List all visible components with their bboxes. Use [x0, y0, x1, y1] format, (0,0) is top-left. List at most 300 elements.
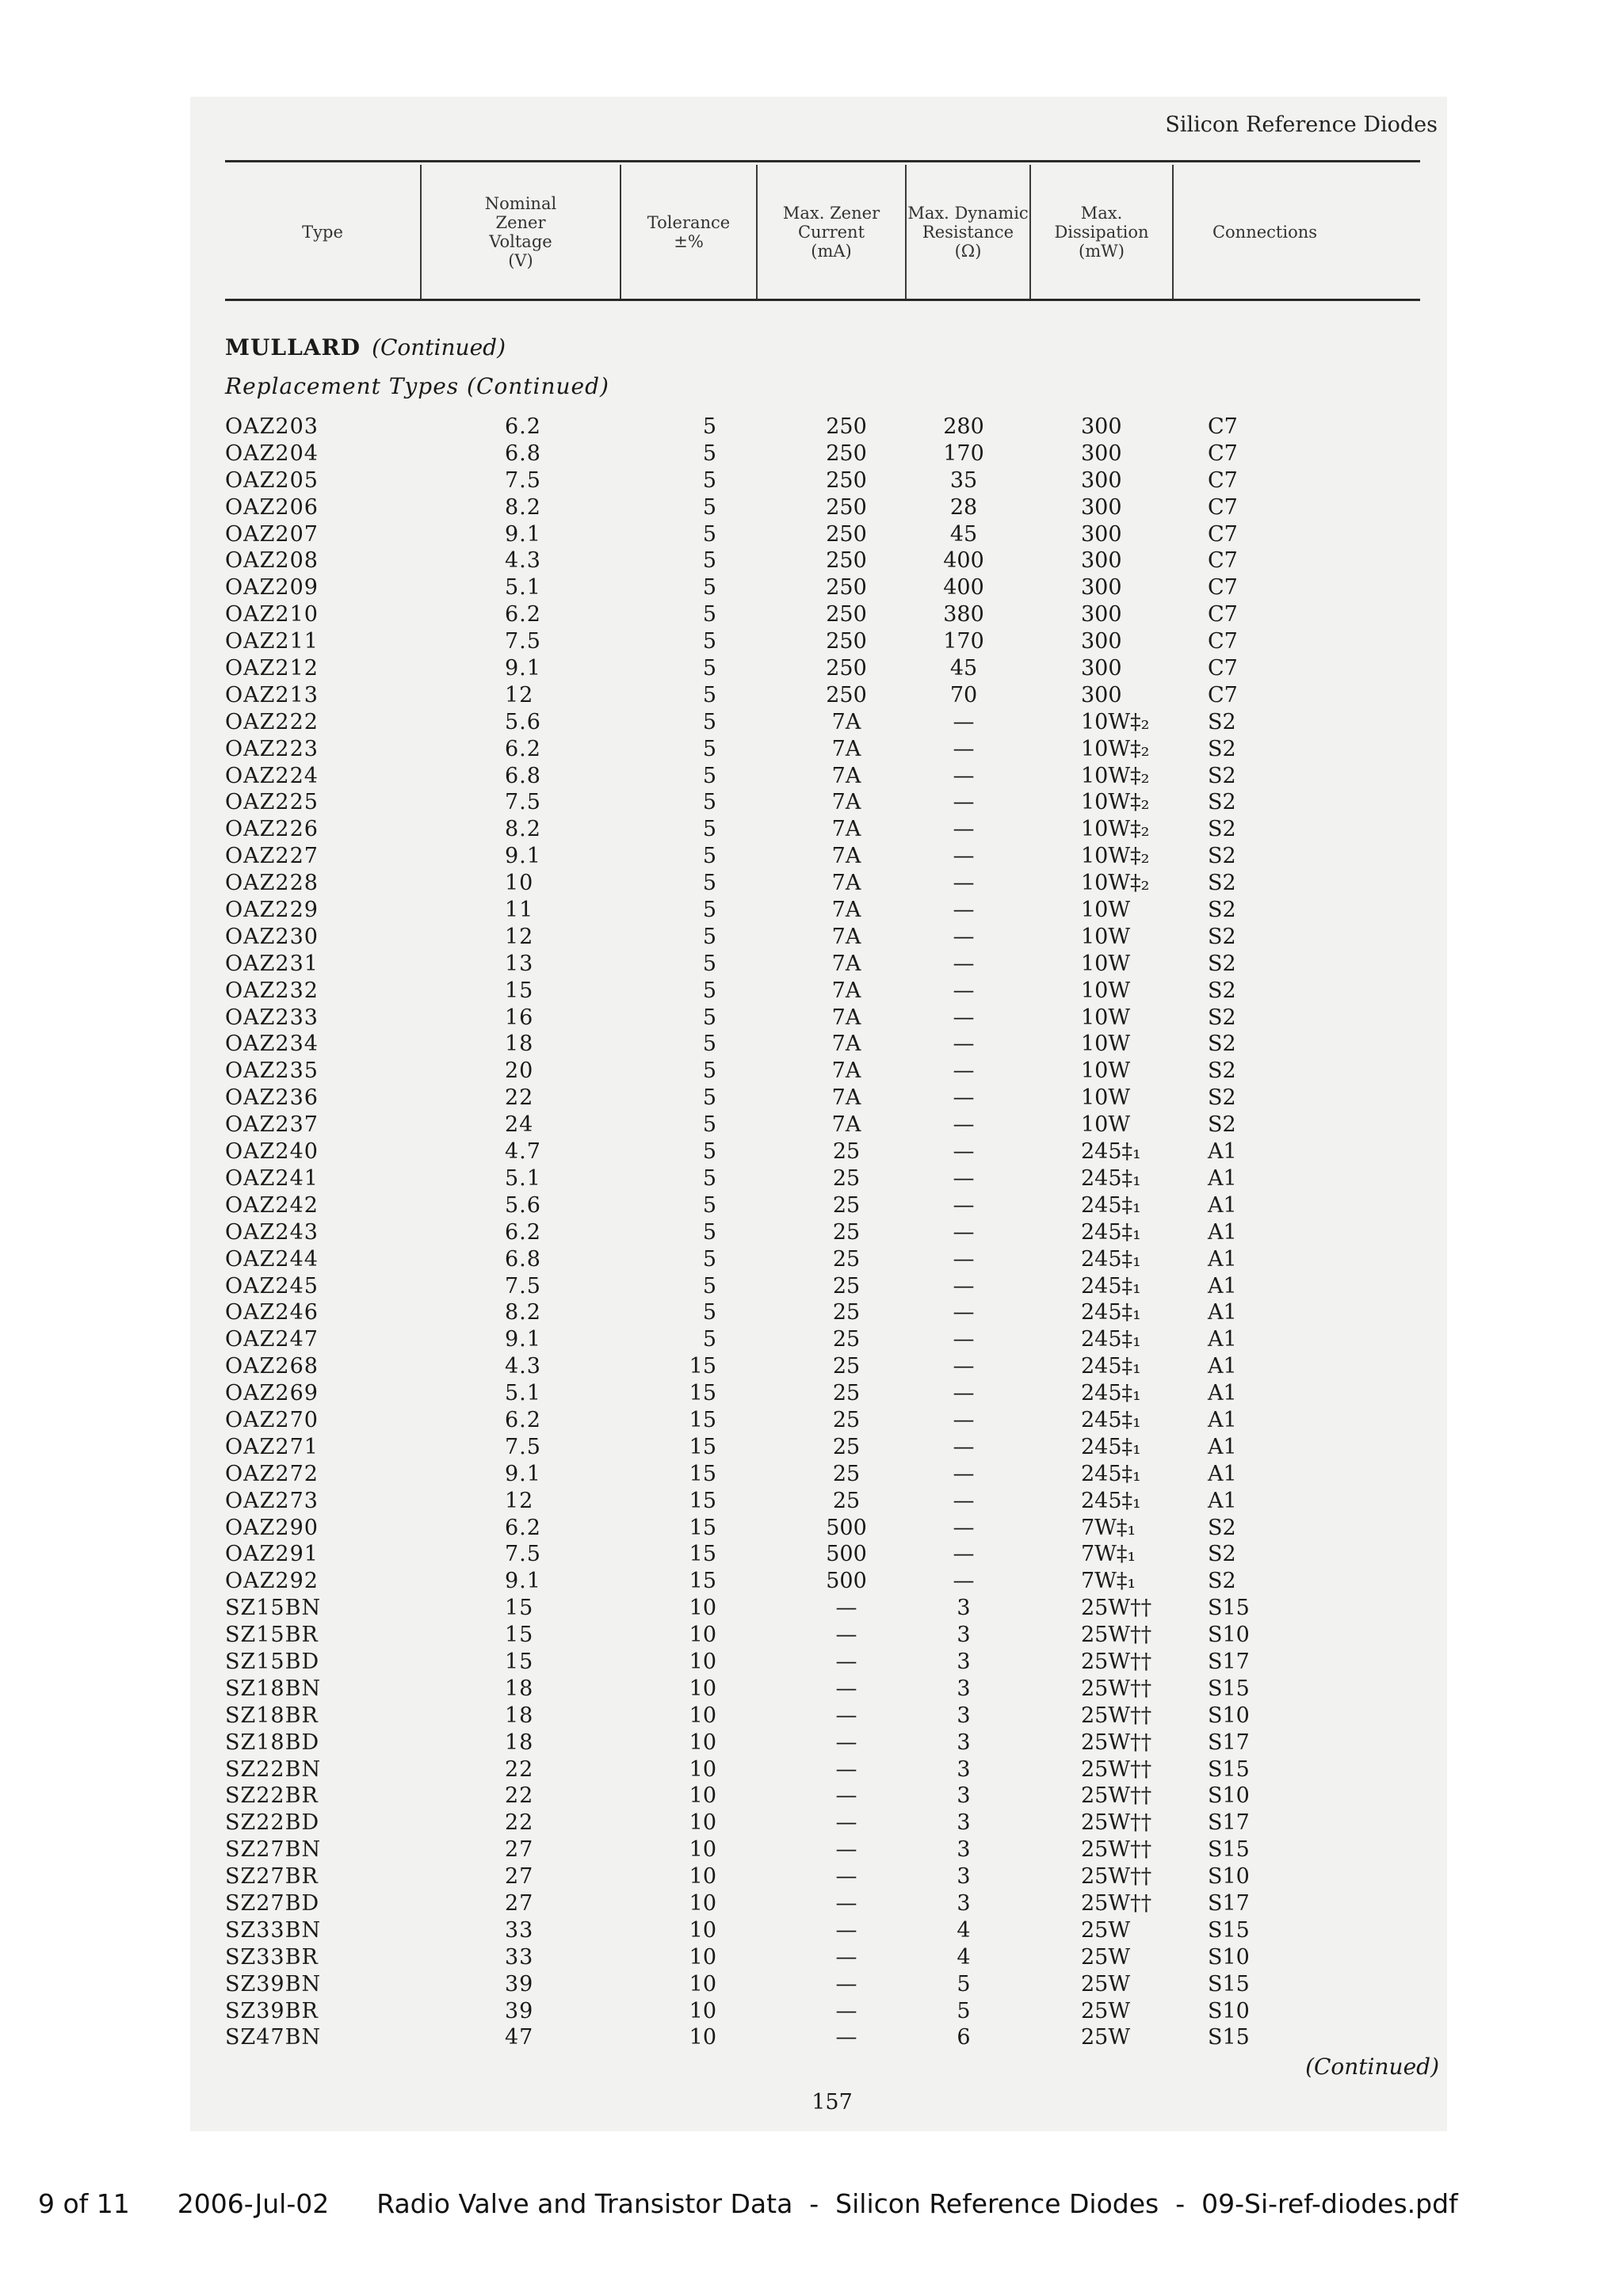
cell-connections: A1 — [1208, 1434, 1237, 1459]
cell-dynamic-resistance: 3 — [957, 1649, 971, 1674]
table-row — [225, 2024, 1430, 2051]
cell-voltage: 7.5 — [505, 1434, 541, 1459]
table-row — [225, 1917, 1430, 1944]
cell-voltage: 22 — [505, 1810, 534, 1836]
cell-voltage: 27 — [505, 1837, 534, 1863]
cell-connections: A1 — [1208, 1488, 1237, 1513]
cell-zener-current: — — [835, 1917, 857, 1943]
cell-connections: S10 — [1208, 1623, 1250, 1648]
cell-tolerance: 10 — [689, 1971, 716, 1997]
table-row — [225, 1541, 1430, 1568]
cell-dissipation: 25W†† — [1081, 1756, 1152, 1782]
cell-tolerance: 5 — [702, 817, 716, 842]
cell-type: SZ27BD — [225, 1890, 320, 1916]
cell-tolerance: 10 — [689, 1730, 716, 1755]
cell-zener-current: 7A — [831, 951, 861, 976]
cell-dissipation: 245‡₁ — [1081, 1407, 1141, 1432]
table-row — [225, 1299, 1430, 1326]
cell-dissipation: 245‡₁ — [1081, 1273, 1141, 1299]
cell-dynamic-resistance: — — [953, 844, 975, 869]
table-row — [225, 1085, 1430, 1112]
cell-connections: C7 — [1208, 548, 1238, 574]
cell-tolerance: 10 — [689, 1944, 716, 1970]
cell-tolerance: 5 — [702, 467, 716, 493]
cell-dissipation: 10W‡₂ — [1081, 790, 1150, 815]
cell-dynamic-resistance: 3 — [957, 1596, 971, 1621]
cell-connections: C7 — [1208, 414, 1238, 439]
cell-tolerance: 15 — [689, 1354, 716, 1379]
cell-dynamic-resistance: — — [953, 1300, 975, 1325]
table-row — [225, 1165, 1430, 1192]
column-header-dynamic-resistance: Max. Dynamic Resistance (Ω) — [907, 165, 1031, 299]
cell-dynamic-resistance: 4 — [957, 1944, 971, 1970]
cell-voltage: 18 — [505, 1032, 534, 1057]
cell-connections: C7 — [1208, 682, 1238, 707]
pdf-footer — [38, 2188, 1458, 2219]
cell-connections: S2 — [1208, 763, 1236, 788]
cell-dissipation: 245‡₁ — [1081, 1246, 1141, 1272]
cell-connections: S10 — [1208, 1864, 1250, 1890]
cell-connections: S10 — [1208, 1998, 1250, 2023]
cell-zener-current: 7A — [831, 1058, 861, 1084]
cell-dissipation: 300 — [1081, 414, 1122, 439]
cell-dissipation: 25W†† — [1081, 1890, 1152, 1916]
cell-connections: S2 — [1208, 1085, 1236, 1111]
cell-dynamic-resistance: — — [953, 1085, 975, 1111]
cell-type: OAZ231 — [225, 951, 319, 976]
cell-zener-current: 7A — [831, 978, 861, 1003]
cell-type: OAZ225 — [225, 790, 319, 815]
cell-voltage: 27 — [505, 1864, 534, 1890]
continued-note: (Continued) — [1305, 2054, 1439, 2080]
cell-dissipation: 300 — [1081, 441, 1122, 466]
cell-dynamic-resistance: 170 — [943, 441, 984, 466]
cell-tolerance: 5 — [702, 709, 716, 734]
cell-dissipation: 245‡₁ — [1081, 1139, 1141, 1165]
table-row — [225, 1836, 1430, 1863]
table-row — [225, 1192, 1430, 1219]
cell-voltage: 22 — [505, 1783, 534, 1809]
table-row — [225, 1971, 1430, 1998]
cell-voltage: 18 — [505, 1730, 534, 1755]
cell-dissipation: 25W†† — [1081, 1837, 1152, 1863]
cell-type: OAZ207 — [225, 521, 319, 547]
cell-zener-current: 7A — [831, 844, 861, 869]
table-row — [225, 1031, 1430, 1058]
cell-connections: A1 — [1208, 1139, 1237, 1165]
table-row — [225, 789, 1430, 816]
cell-voltage: 6.2 — [505, 1407, 541, 1432]
table-row — [225, 1649, 1430, 1676]
cell-tolerance: 5 — [702, 1273, 716, 1299]
cell-zener-current: 7A — [831, 763, 861, 788]
cell-type: SZ39BR — [225, 1998, 319, 2023]
cell-voltage: 8.2 — [505, 817, 541, 842]
table-row — [225, 1326, 1430, 1353]
cell-connections: A1 — [1208, 1219, 1237, 1245]
table-row — [225, 1863, 1430, 1890]
cell-tolerance: 5 — [702, 1032, 716, 1057]
cell-connections: S2 — [1208, 1112, 1236, 1138]
cell-dynamic-resistance: 380 — [943, 602, 984, 627]
table-row — [225, 843, 1430, 870]
cell-voltage: 9.1 — [505, 1461, 541, 1486]
cell-dynamic-resistance: — — [953, 978, 975, 1003]
cell-tolerance: 5 — [702, 844, 716, 869]
cell-connections: A1 — [1208, 1327, 1237, 1352]
cell-dissipation: 10W‡₂ — [1081, 844, 1150, 869]
cell-dynamic-resistance: 280 — [943, 414, 984, 439]
cell-type: OAZ226 — [225, 817, 319, 842]
cell-voltage: 33 — [505, 1917, 534, 1943]
cell-type: OAZ232 — [225, 978, 319, 1003]
table-row — [225, 1622, 1430, 1649]
cell-voltage: 22 — [505, 1756, 534, 1782]
cell-tolerance: 5 — [702, 951, 716, 976]
cell-tolerance: 10 — [689, 2025, 716, 2050]
cell-voltage: 12 — [505, 682, 534, 707]
cell-tolerance: 15 — [689, 1488, 716, 1513]
cell-dynamic-resistance: — — [953, 790, 975, 815]
cell-dynamic-resistance: 4 — [957, 1917, 971, 1943]
cell-zener-current: 25 — [832, 1273, 861, 1299]
table-row — [225, 1488, 1430, 1515]
cell-dissipation: 25W†† — [1081, 1864, 1152, 1890]
cell-dynamic-resistance: — — [953, 1515, 975, 1540]
cell-zener-current: 250 — [826, 521, 867, 547]
cell-dissipation: 245‡₁ — [1081, 1381, 1141, 1406]
cell-type: OAZ227 — [225, 844, 319, 869]
cell-zener-current: 25 — [832, 1407, 861, 1432]
cell-connections: A1 — [1208, 1273, 1237, 1299]
cell-dissipation: 10W‡₂ — [1081, 709, 1150, 734]
table-row — [225, 655, 1430, 682]
cell-connections: A1 — [1208, 1354, 1237, 1379]
cell-type: OAZ204 — [225, 441, 319, 466]
cell-tolerance: 5 — [702, 629, 716, 654]
section-continued: (Continued) — [372, 334, 506, 360]
cell-type: OAZ230 — [225, 924, 319, 949]
cell-dynamic-resistance: 3 — [957, 1676, 971, 1701]
cell-dissipation: 10W — [1081, 1085, 1131, 1111]
cell-dynamic-resistance: 3 — [957, 1810, 971, 1836]
cell-dissipation: 10W‡₂ — [1081, 763, 1150, 788]
cell-type: OAZ212 — [225, 656, 319, 681]
cell-type: OAZ209 — [225, 575, 319, 601]
manufacturer-name: MULLARD — [225, 334, 361, 360]
cell-connections: S15 — [1208, 1837, 1250, 1863]
cell-connections: S15 — [1208, 1917, 1250, 1943]
cell-connections: C7 — [1208, 656, 1238, 681]
cell-dissipation: 245‡₁ — [1081, 1327, 1141, 1352]
cell-tolerance: 10 — [689, 1756, 716, 1782]
cell-dissipation: 245‡₁ — [1081, 1300, 1141, 1325]
table-row — [225, 924, 1430, 951]
cell-dynamic-resistance: 3 — [957, 1783, 971, 1809]
cell-voltage: 9.1 — [505, 656, 541, 681]
cell-type: OAZ205 — [225, 467, 319, 493]
cell-connections: A1 — [1208, 1165, 1237, 1191]
cell-voltage: 10 — [505, 871, 534, 896]
cell-dissipation: 10W — [1081, 978, 1131, 1003]
table-row — [225, 1219, 1430, 1246]
cell-zener-current: 250 — [826, 494, 867, 520]
table-row — [225, 1998, 1430, 2025]
cell-tolerance: 5 — [702, 871, 716, 896]
cell-dynamic-resistance: — — [953, 951, 975, 976]
cell-zener-current: 25 — [832, 1327, 861, 1352]
cell-dissipation: 25W†† — [1081, 1623, 1152, 1648]
cell-dissipation: 245‡₁ — [1081, 1461, 1141, 1486]
cell-connections: S2 — [1208, 978, 1236, 1003]
footer-source: Radio Valve and Transistor Data - Silicon Reference Diodes - 09-Si-ref-diodes.pdf — [376, 2188, 1458, 2219]
cell-dissipation: 300 — [1081, 575, 1122, 601]
cell-tolerance: 10 — [689, 1676, 716, 1701]
cell-zener-current: 7A — [831, 1005, 861, 1030]
cell-tolerance: 10 — [689, 1837, 716, 1863]
cell-tolerance: 5 — [702, 1300, 716, 1325]
cell-zener-current: 7A — [831, 898, 861, 923]
cell-type: OAZ235 — [225, 1058, 319, 1084]
cell-tolerance: 10 — [689, 1703, 716, 1728]
cell-type: OAZ244 — [225, 1246, 319, 1272]
cell-voltage: 6.2 — [505, 414, 541, 439]
cell-type: OAZ236 — [225, 1085, 319, 1111]
table-row — [225, 441, 1430, 467]
cell-dissipation: 7W‡₁ — [1081, 1569, 1136, 1594]
cell-dynamic-resistance: — — [953, 709, 975, 734]
cell-connections: A1 — [1208, 1246, 1237, 1272]
column-header-dissipation: Max. Dissipation (mW) — [1031, 165, 1174, 299]
table-row — [225, 1783, 1430, 1810]
cell-tolerance: 15 — [689, 1434, 716, 1459]
cell-zener-current: — — [835, 1756, 857, 1782]
cell-dynamic-resistance: — — [953, 1327, 975, 1352]
cell-tolerance: 10 — [689, 1783, 716, 1809]
cell-voltage: 6.2 — [505, 736, 541, 761]
table-row — [225, 978, 1430, 1005]
cell-dynamic-resistance: — — [953, 1139, 975, 1165]
cell-dynamic-resistance: — — [953, 1246, 975, 1272]
cell-zener-current: 25 — [832, 1300, 861, 1325]
cell-zener-current: 250 — [826, 441, 867, 466]
cell-dissipation: 10W — [1081, 924, 1131, 949]
cell-dissipation: 25W — [1081, 2025, 1131, 2050]
column-header-tolerance: Tolerance ±% — [621, 165, 758, 299]
cell-dynamic-resistance: — — [953, 763, 975, 788]
cell-dynamic-resistance: — — [953, 1569, 975, 1594]
cell-type: SZ22BR — [225, 1783, 319, 1809]
cell-type: OAZ234 — [225, 1032, 319, 1057]
cell-connections: S17 — [1208, 1730, 1250, 1755]
cell-voltage: 27 — [505, 1890, 534, 1916]
cell-type: OAZ229 — [225, 898, 319, 923]
cell-voltage: 16 — [505, 1005, 534, 1030]
cell-voltage: 7.5 — [505, 467, 541, 493]
cell-voltage: 18 — [505, 1703, 534, 1728]
cell-tolerance: 5 — [702, 682, 716, 707]
table-row — [225, 1434, 1430, 1461]
cell-dissipation: 300 — [1081, 494, 1122, 520]
cell-voltage: 9.1 — [505, 1569, 541, 1594]
cell-dynamic-resistance: — — [953, 898, 975, 923]
cell-zener-current: 250 — [826, 629, 867, 654]
cell-type: OAZ291 — [225, 1542, 319, 1567]
cell-type: OAZ224 — [225, 763, 319, 788]
cell-dissipation: 10W — [1081, 1112, 1131, 1138]
cell-tolerance: 5 — [702, 1058, 716, 1084]
cell-dynamic-resistance: — — [953, 1032, 975, 1057]
cell-zener-current: 25 — [832, 1139, 861, 1165]
cell-zener-current: — — [835, 1998, 857, 2023]
cell-voltage: 6.8 — [505, 1246, 541, 1272]
table-row — [225, 1676, 1430, 1703]
table-row — [225, 736, 1430, 763]
cell-tolerance: 5 — [702, 898, 716, 923]
cell-tolerance: 5 — [702, 1112, 716, 1138]
cell-type: SZ47BN — [225, 2025, 322, 2050]
page-number: 157 — [812, 2090, 853, 2115]
cell-connections: S2 — [1208, 951, 1236, 976]
cell-dynamic-resistance: 35 — [949, 467, 978, 493]
cell-zener-current: 7A — [831, 817, 861, 842]
cell-voltage: 18 — [505, 1676, 534, 1701]
cell-tolerance: 5 — [702, 521, 716, 547]
cell-voltage: 8.2 — [505, 1300, 541, 1325]
cell-dynamic-resistance: 3 — [957, 1864, 971, 1890]
cell-tolerance: 5 — [702, 494, 716, 520]
cell-voltage: 6.8 — [505, 763, 541, 788]
cell-zener-current: — — [835, 1676, 857, 1701]
cell-tolerance: 5 — [702, 441, 716, 466]
cell-voltage: 5.6 — [505, 709, 541, 734]
table-row — [225, 1138, 1430, 1165]
table-row — [225, 521, 1430, 548]
cell-type: OAZ246 — [225, 1300, 319, 1325]
table-row — [225, 870, 1430, 897]
cell-tolerance: 15 — [689, 1407, 716, 1432]
table-row — [225, 682, 1430, 709]
cell-dissipation: 25W — [1081, 1944, 1131, 1970]
cell-zener-current: 7A — [831, 1032, 861, 1057]
header-bottom-rule — [225, 299, 1420, 301]
table-row — [225, 1515, 1430, 1542]
cell-dissipation: 25W — [1081, 1998, 1131, 2023]
cell-dissipation: 245‡₁ — [1081, 1354, 1141, 1379]
cell-dynamic-resistance: — — [953, 736, 975, 761]
cell-connections: A1 — [1208, 1461, 1237, 1486]
table-row — [225, 1568, 1430, 1595]
cell-type: OAZ290 — [225, 1515, 319, 1540]
cell-connections: A1 — [1208, 1300, 1237, 1325]
running-head: Silicon Reference Diodes — [1165, 113, 1438, 137]
cell-tolerance: 10 — [689, 1623, 716, 1648]
cell-type: SZ15BN — [225, 1596, 322, 1621]
cell-zener-current: 250 — [826, 682, 867, 707]
cell-voltage: 12 — [505, 924, 534, 949]
cell-type: OAZ208 — [225, 548, 319, 574]
cell-connections: S10 — [1208, 1944, 1250, 1970]
cell-dissipation: 245‡₁ — [1081, 1192, 1141, 1218]
cell-type: SZ18BN — [225, 1676, 322, 1701]
cell-type: OAZ211 — [225, 629, 319, 654]
cell-dynamic-resistance: 170 — [943, 629, 984, 654]
cell-dynamic-resistance: 5 — [957, 1971, 971, 1997]
cell-voltage: 15 — [505, 1649, 534, 1674]
cell-connections: S2 — [1208, 1515, 1236, 1540]
cell-tolerance: 5 — [702, 1165, 716, 1191]
cell-tolerance: 15 — [689, 1542, 716, 1567]
cell-dissipation: 10W — [1081, 1032, 1131, 1057]
cell-dynamic-resistance: — — [953, 871, 975, 896]
cell-dissipation: 10W‡₂ — [1081, 871, 1150, 896]
cell-dissipation: 10W — [1081, 1005, 1131, 1030]
cell-dynamic-resistance: — — [953, 1354, 975, 1379]
cell-connections: S2 — [1208, 924, 1236, 949]
cell-voltage: 24 — [505, 1112, 534, 1138]
cell-dissipation: 25W†† — [1081, 1730, 1152, 1755]
column-header-zener-current: Max. Zener Current (mA) — [758, 165, 907, 299]
table-row — [225, 1944, 1430, 1971]
cell-voltage: 33 — [505, 1944, 534, 1970]
table-row — [225, 1810, 1430, 1836]
cell-dynamic-resistance: 28 — [949, 494, 978, 520]
cell-type: SZ27BN — [225, 1837, 322, 1863]
cell-type: SZ22BN — [225, 1756, 322, 1782]
cell-voltage: 6.2 — [505, 1515, 541, 1540]
cell-tolerance: 5 — [702, 924, 716, 949]
cell-zener-current: 7A — [831, 1085, 861, 1111]
cell-voltage: 6.8 — [505, 441, 541, 466]
cell-voltage: 13 — [505, 951, 534, 976]
cell-voltage: 4.3 — [505, 1354, 541, 1379]
cell-voltage: 47 — [505, 2025, 534, 2050]
cell-type: OAZ243 — [225, 1219, 319, 1245]
cell-voltage: 9.1 — [505, 844, 541, 869]
cell-voltage: 39 — [505, 1998, 534, 2023]
table-row — [225, 574, 1430, 601]
cell-tolerance: 5 — [702, 414, 716, 439]
cell-zener-current: — — [835, 2025, 857, 2050]
cell-tolerance: 5 — [702, 1085, 716, 1111]
cell-type: OAZ269 — [225, 1381, 319, 1406]
cell-connections: S2 — [1208, 817, 1236, 842]
table-header — [225, 165, 1356, 299]
cell-dynamic-resistance: — — [953, 924, 975, 949]
table-row — [225, 816, 1430, 843]
cell-connections: C7 — [1208, 629, 1238, 654]
cell-connections: A1 — [1208, 1381, 1237, 1406]
cell-dynamic-resistance: 45 — [949, 656, 978, 681]
table-row — [225, 1380, 1430, 1407]
cell-tolerance: 10 — [689, 1596, 716, 1621]
cell-type: SZ39BN — [225, 1971, 322, 1997]
cell-dissipation: 300 — [1081, 656, 1122, 681]
table-row — [225, 467, 1430, 494]
cell-voltage: 7.5 — [505, 629, 541, 654]
table-row — [225, 1353, 1430, 1380]
cell-tolerance: 5 — [702, 763, 716, 788]
cell-connections: S10 — [1208, 1783, 1250, 1809]
cell-type: SZ15BR — [225, 1623, 319, 1648]
cell-dissipation: 7W‡₁ — [1081, 1542, 1136, 1567]
cell-tolerance: 5 — [702, 790, 716, 815]
cell-zener-current: 25 — [832, 1434, 861, 1459]
cell-tolerance: 15 — [689, 1381, 716, 1406]
cell-connections: S2 — [1208, 1569, 1236, 1594]
cell-dissipation: 245‡₁ — [1081, 1488, 1141, 1513]
cell-dissipation: 25W†† — [1081, 1783, 1152, 1809]
